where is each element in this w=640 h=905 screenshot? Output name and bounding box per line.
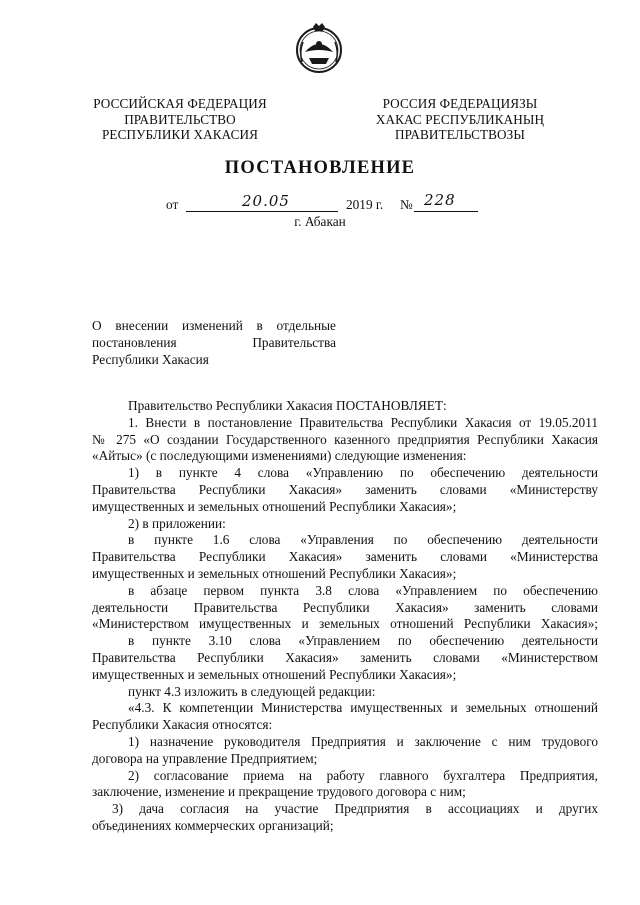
body-line: 3) дача согласия на участие Предприятия в ассоциациях и других [112,801,598,817]
body-line: «4.3. К компетенции Министерства имущественных и земельных отношений [128,700,598,716]
header-right-block [360,96,560,143]
body-line: 2) в приложении: [128,515,226,531]
header-left-line: ПРАВИТЕЛЬСТВО [124,111,236,127]
body-line: Правительство Республики Хакасия ПОСТАНОВЛЯЕТ: [128,398,447,413]
body-line: в абзаце первом пункта 3.8 слова «Управлением по обеспечению [128,582,598,598]
body-line: объединениях коммерческих организаций; [92,817,334,833]
city-label: г. Абакан [294,214,346,229]
date-number-row [0,191,640,216]
document-type-title: ПОСТАНОВЛЕНИЕ [224,158,416,178]
subject-word: О [92,318,102,333]
body-line: договора на управление Предприятием; [92,750,318,766]
body-line: 1) в пункте 4 слова «Управлению по обеспечению деятельности [128,465,598,481]
year-label: 2019 г. [346,197,384,212]
subject-word: постановления [92,334,177,350]
subject-word: Правительства [252,334,336,350]
header-left-block [80,96,280,143]
body-line: «Айтыс» (с последующими изменениями) следующие изменения: [92,448,467,464]
subject-word: внесении [115,318,169,333]
document-body [92,398,598,835]
body-line: Республики Хакасия относятся: [92,717,273,733]
body-line: имущественных и земельных отношений Республики Хакасия»; [92,666,457,682]
body-line: имущественных и земельных отношений Республики Хакасия»; [92,498,457,514]
body-line: «Министерством имущественных и земельных отношений Республики Хакасия»; [92,616,598,632]
date-underline [186,211,338,212]
subject-line-2 [92,335,336,352]
number-underline [414,211,478,212]
subject-word: в [256,318,263,333]
header-left-line: РОССИЙСКАЯ ФЕДЕРАЦИЯ [93,96,267,111]
handwritten-number: 228 [424,191,456,209]
body-line: Правительства Республики Хакасия» заменить словами «Министерством [92,649,598,665]
body-line: имущественных и земельных отношений Республики Хакасия»; [92,565,457,581]
subject-line-3: Республики Хакасия [92,351,209,367]
header-right-line: ПРАВИТЕЛЬСТВОЗЫ [395,127,525,142]
body-line: 1. Внести в постановление Правительства Республики Хакасия от 19.05.2011 [128,414,598,430]
coat-of-arms-icon [293,22,345,74]
header-left-line: РЕСПУБЛИКИ ХАКАСИЯ [102,127,258,142]
number-sign-label: № [400,197,413,212]
subject-block [92,318,336,368]
body-line: пункт 4.3 изложить в следующей редакции: [128,683,376,699]
body-line: 1) назначение руководителя Предприятия и заключение с ним трудового [128,733,598,749]
subject-word: отдельные [276,318,336,333]
subject-word: изменений [181,318,243,333]
header-right-line: РОССИЯ ФЕДЕРАЦИЯЗЫ [382,96,538,111]
body-line: Правительства Республики Хакасия» заменить словами «Министерству [92,481,598,497]
body-line: деятельности Правительства Республики Хакасия» заменить словами [92,599,598,615]
handwritten-date: 20.05 [242,192,290,210]
body-line: заключение, изменение и прекращение трудового договора с ним; [92,784,466,800]
date-from-label: от [166,197,179,212]
subject-line-1 [92,318,336,335]
body-line: в пункте 1.6 слова «Управления по обеспечению деятельности [128,532,598,548]
body-line: № 275 «О создании Государственного казенного предприятия Республики Хакасия [92,431,598,447]
body-line: 2) согласование приема на работу главного бухгалтера Предприятия, [128,767,598,783]
body-line: в пункте 3.10 слова «Управлением по обеспечению деятельности [128,633,598,649]
header-right-line: ХАКАС РЕСПУБЛИКАНЫҢ [375,111,545,127]
body-line: Правительства Республики Хакасия» заменить словами «Министерства [92,549,598,565]
